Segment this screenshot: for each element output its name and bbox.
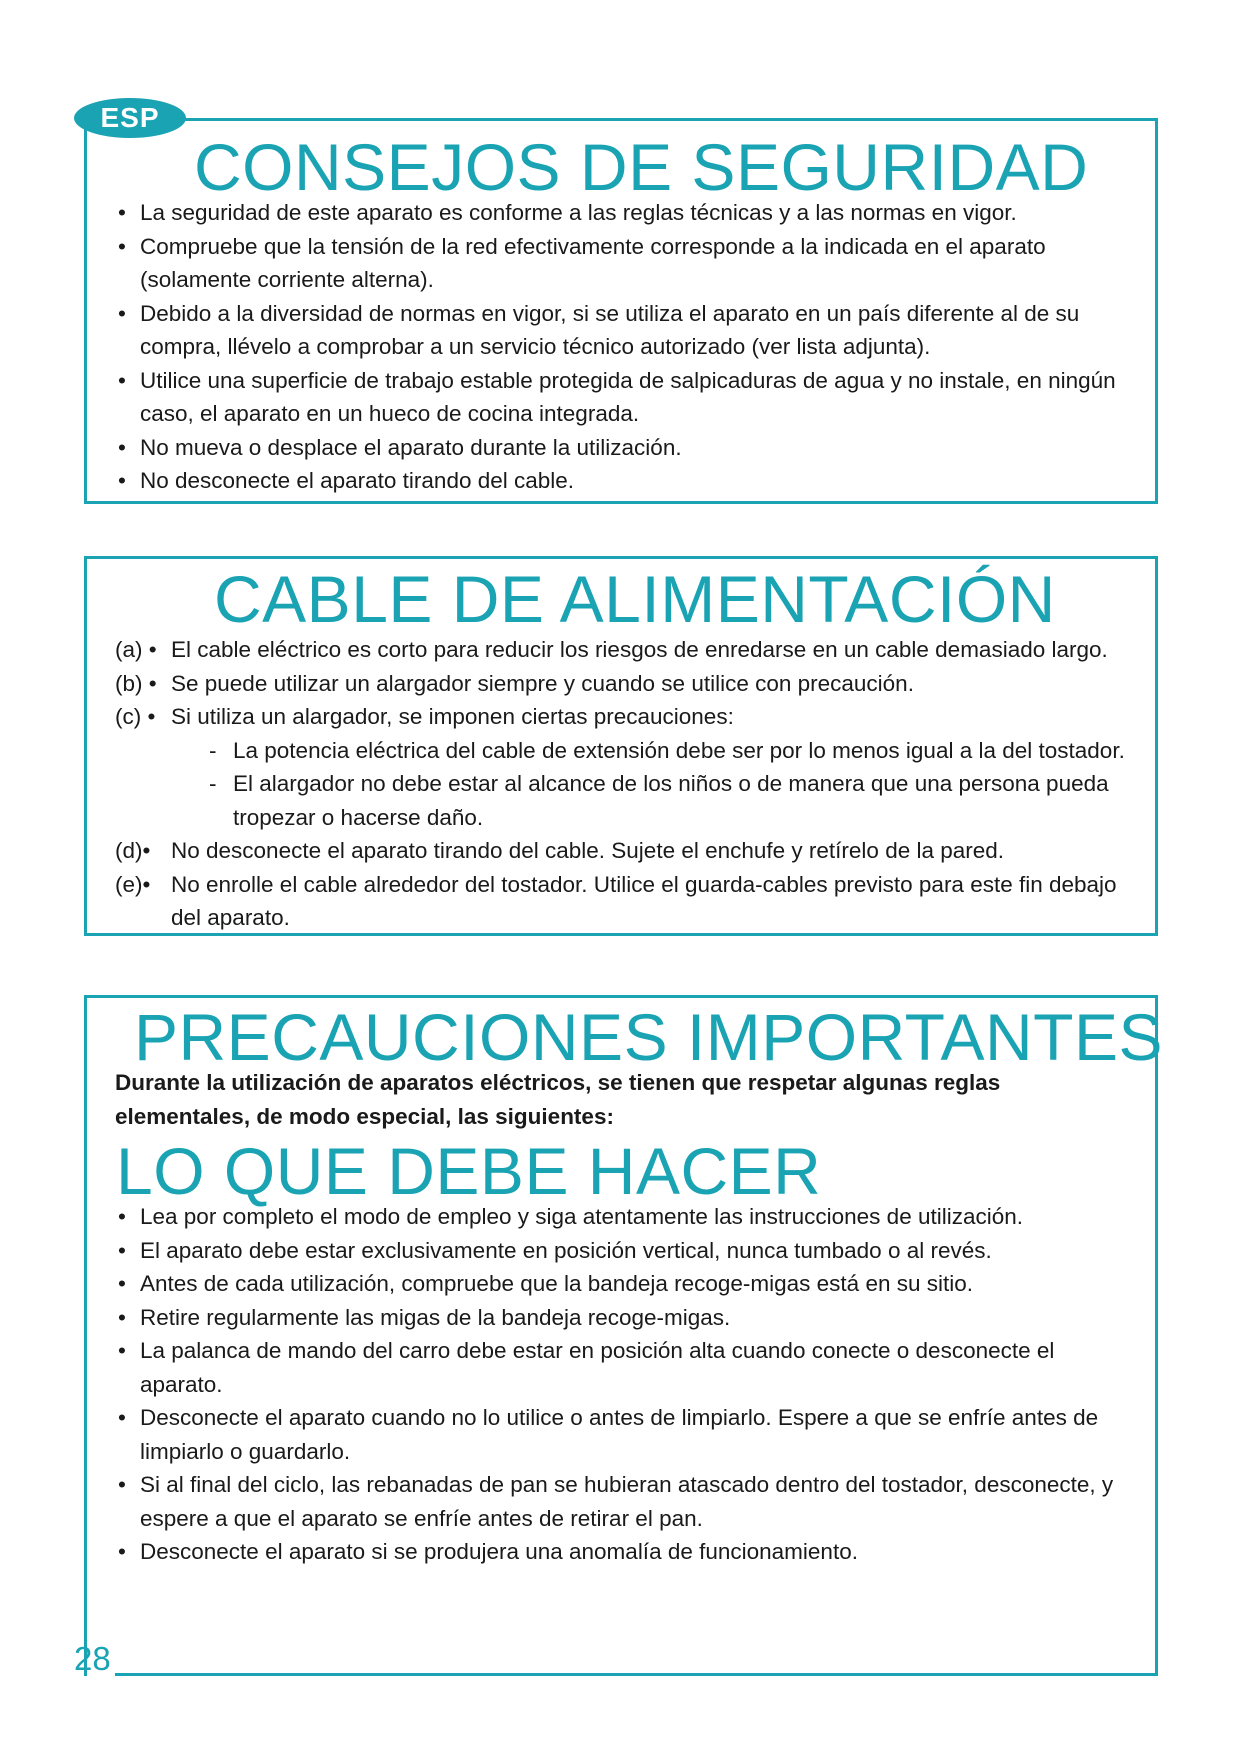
dash-marker: - — [209, 771, 217, 796]
language-tag: ESP — [74, 98, 186, 138]
dash-marker: - — [209, 737, 217, 763]
list-item: • Retire regularmente las migas de la bandeja recoge-migas. — [118, 1301, 1133, 1335]
power-cable-list — [115, 633, 1140, 935]
list-item — [115, 834, 1140, 868]
item-label: (d)• — [115, 838, 151, 863]
item-text: El alargador no debe estar al alcance de los niños o de manera que una persona pueda tropezar o hacerse daño. — [233, 771, 1109, 830]
list-item — [115, 700, 1140, 734]
list-item: • No desconecte el aparato tirando del cable. — [118, 464, 1138, 498]
sub-list-item — [115, 734, 1140, 768]
list-item — [115, 868, 1140, 935]
item-text: Si utiliza un alargador, se imponen ciertas precauciones: — [171, 704, 734, 729]
list-item: • Desconecte el aparato cuando no lo utilice o antes de limpiarlo. Espere a que se enfríe antes de limpiarlo o guardarlo. — [118, 1401, 1133, 1468]
precautions-intro: Durante la utilización de aparatos eléctricos, se tienen que respetar algunas reglas elementales, de modo especial, las siguientes: — [115, 1070, 1001, 1129]
item-text: El cable eléctrico es corto para reducir los riesgos de enredarse en un cable demasiado largo. — [171, 637, 1108, 662]
list-item: • Antes de cada utilización, compruebe que la bandeja recoge-migas está en su sitio. — [118, 1267, 1133, 1301]
item-label: (b) • — [115, 670, 157, 696]
item-label: (a) • — [115, 637, 157, 662]
item-text: Se puede utilizar un alargador siempre y cuando se utilice con precaución. — [171, 670, 914, 696]
item-label: (e)• — [115, 871, 151, 897]
item-label: (c) • — [115, 704, 156, 729]
list-item: • Compruebe que la tensión de la red efectivamente corresponde a la indicada en el aparato (solamente corriente alterna). — [118, 230, 1138, 297]
do-list — [118, 1200, 1133, 1569]
page-number: 28 — [74, 1640, 111, 1677]
list-item: • Utilice una superficie de trabajo estable protegida de salpicaduras de agua y no instale, en ningún caso, el aparato en un hueco de cocina integrada. — [118, 364, 1138, 431]
list-item: • Si al final del ciclo, las rebanadas de pan se hubieran atascado dentro del tostador, desconecte, y espere a que el aparato se enfríe antes de retirar el pan. — [118, 1468, 1133, 1535]
power-cable-title: CABLE DE ALIMENTACIÓN — [214, 562, 1056, 636]
list-item: • La palanca de mando del carro debe estar en posición alta cuando conecte o desconecte el aparato. — [118, 1334, 1133, 1401]
sub-list-item — [115, 767, 1140, 834]
list-item: • Desconecte el aparato si se produjera una anomalía de funcionamiento. — [118, 1535, 1133, 1569]
item-text: No enrolle el cable alrededor del tostador. Utilice el guarda-cables previsto para este fin debajo del aparato. — [171, 871, 1117, 930]
list-item: • La seguridad de este aparato es conforme a las reglas técnicas y a las normas en vigor. — [118, 196, 1138, 230]
item-text: La potencia eléctrica del cable de extensión debe ser por lo menos igual a la del tostador. — [233, 737, 1125, 763]
list-item: • Debido a la diversidad de normas en vigor, si se utiliza el aparato en un país diferente al de su compra, llévelo a comprobar a un servicio técnico autorizado (ver lista adjunta). — [118, 297, 1138, 364]
list-item: • No mueva o desplace el aparato durante la utilización. — [118, 431, 1138, 465]
list-item — [115, 633, 1140, 667]
precautions-title: PRECAUCIONES IMPORTANTES — [134, 1000, 1164, 1074]
list-item — [115, 667, 1140, 701]
list-item: • Lea por completo el modo de empleo y siga atentamente las instrucciones de utilización. — [118, 1200, 1133, 1234]
safety-list — [118, 196, 1138, 498]
bottom-rule — [115, 1673, 1158, 1676]
do-list-title: LO QUE DEBE HACER — [116, 1134, 822, 1208]
item-text: No desconecte el aparato tirando del cable. Sujete el enchufe y retírelo de la pared. — [171, 838, 1005, 863]
list-item: • El aparato debe estar exclusivamente en posición vertical, nunca tumbado o al revés. — [118, 1234, 1133, 1268]
safety-title: CONSEJOS DE SEGURIDAD — [194, 130, 1089, 204]
